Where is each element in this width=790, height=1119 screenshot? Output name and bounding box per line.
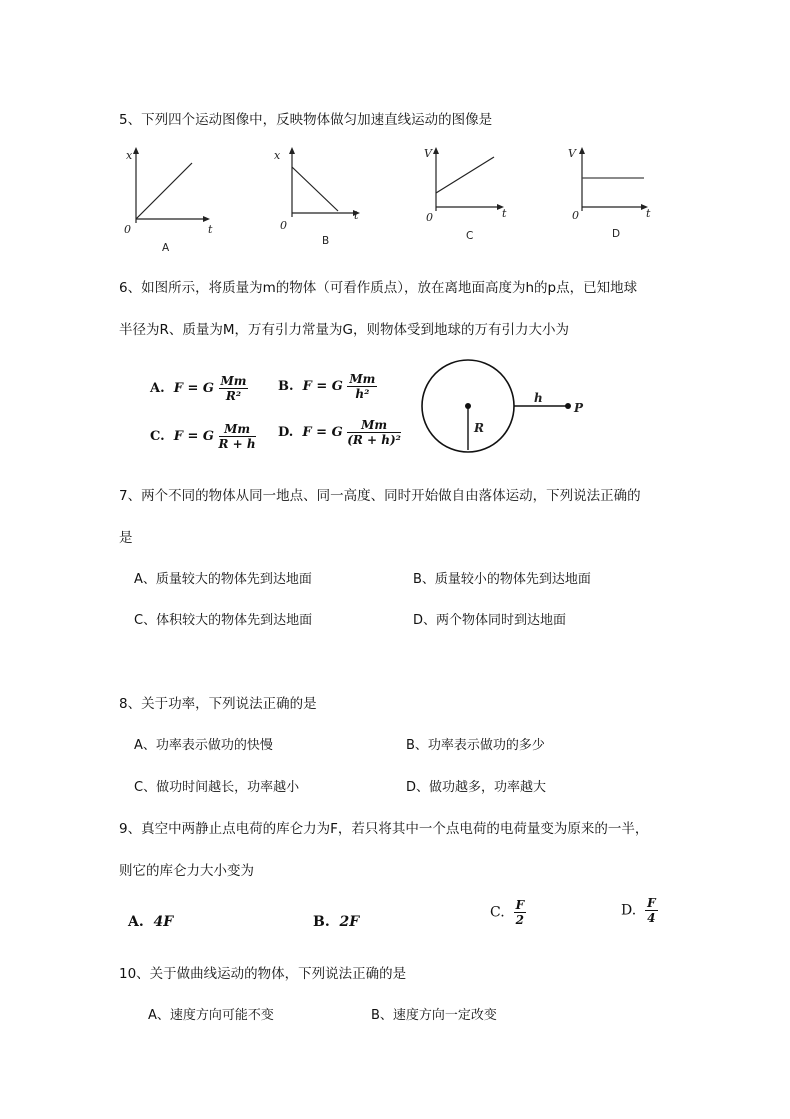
q9-option-c-letter: C. <box>490 904 505 921</box>
q6-option-c-num: Mm <box>219 422 256 437</box>
q7-line2: 是 <box>119 530 133 546</box>
point-p-label: P <box>574 401 584 415</box>
q6-option-d-den: (R + h)² <box>347 433 401 447</box>
q9-option-d <box>621 896 658 925</box>
q6-earth-diagram <box>420 356 590 460</box>
q8-option-d: D、做功越多，功率越大 <box>406 780 547 795</box>
q7-option-b: B、质量较小的物体先到达地面 <box>413 572 591 587</box>
q5-graph-d <box>568 145 668 259</box>
graph-c-plot-line <box>436 157 494 193</box>
graph-b-x-label: t <box>354 209 359 222</box>
q10-option-a: A、速度方向可能不变 <box>148 1008 274 1023</box>
graph-b-y-arrow <box>289 147 295 154</box>
radius-label: R <box>474 421 484 435</box>
q9-option-c <box>490 898 526 927</box>
q6-option-d-lhs: F = G <box>302 425 343 440</box>
graph-b-y-label: x <box>274 149 281 162</box>
q6-option-d-fraction <box>347 418 401 447</box>
q9-option-c-fraction <box>514 898 527 927</box>
graph-d-y-arrow <box>579 147 585 154</box>
q7-option-d: D、两个物体同时到达地面 <box>413 613 567 628</box>
q10-option-b: B、速度方向一定改变 <box>371 1008 497 1023</box>
q6-option-a <box>150 374 248 403</box>
q9-option-b <box>313 914 359 930</box>
height-label: h <box>534 391 543 405</box>
q5-text: 5、下列四个运动图像中，反映物体做匀加速直线运动的图像是 <box>119 112 493 128</box>
q9-option-d-letter: D. <box>621 902 637 919</box>
graph-d-origin: 0 <box>572 209 579 222</box>
graph-c-x-label: t <box>502 207 507 220</box>
graph-a-origin: 0 <box>124 223 131 236</box>
q6-option-a-num: Mm <box>220 374 247 388</box>
graph-c-origin: 0 <box>426 211 433 224</box>
q6-option-d <box>278 418 401 447</box>
q6-option-a-fraction <box>219 374 249 403</box>
graph-d-label: D <box>612 228 621 240</box>
q9-option-d-num: F <box>647 896 656 910</box>
q6-line2: 半径为R、质量为M，万有引力常量为G，则物体受到地球的万有引力大小为 <box>119 322 569 338</box>
q6-option-a-den: R² <box>225 389 242 403</box>
q10-text: 10、关于做曲线运动的物体，下列说法正确的是 <box>119 966 407 982</box>
graph-b-origin: 0 <box>280 219 287 232</box>
q6-option-b-letter: B. <box>278 379 294 394</box>
graph-a-plot-line <box>136 163 192 219</box>
q9-option-d-fraction <box>645 896 658 925</box>
graph-a-y-arrow <box>133 147 139 154</box>
graph-d-y-label: V <box>568 147 576 160</box>
q7-line1: 7、两个不同的物体从同一地点、同一高度、同时开始做自由落体运动，下列说法正确的 <box>119 488 641 504</box>
q6-option-c <box>150 422 256 451</box>
q9-option-a <box>128 914 173 930</box>
q9-option-c-den: 2 <box>515 913 525 927</box>
graph-c-label: C <box>466 230 474 242</box>
graph-a-x-label: t <box>208 223 213 236</box>
q5-graph-c <box>420 145 520 259</box>
q6-option-b-fraction <box>347 372 377 401</box>
q6-option-b-den: h² <box>355 387 370 401</box>
graph-d-x-label: t <box>646 207 651 220</box>
graph-a-x-arrow <box>203 216 210 222</box>
q9-line1: 9、真空中两静止点电荷的库仑力为F，若只将其中一个点电荷的电荷量变为原来的一半， <box>119 821 649 837</box>
graph-b-plot-line <box>292 167 338 211</box>
q8-text: 8、关于功率，下列说法正确的是 <box>119 696 317 712</box>
q9-option-a-value: 4F <box>153 914 174 930</box>
q6-option-c-den: R + h <box>218 437 256 451</box>
q6-option-a-letter: A. <box>150 381 165 396</box>
q6-option-c-letter: C. <box>150 429 165 444</box>
graph-c-y-arrow <box>433 147 439 154</box>
q8-option-c: C、做功时间越长，功率越小 <box>134 780 300 795</box>
q6-option-a-lhs: F = G <box>173 381 214 396</box>
q9-option-d-den: 4 <box>647 911 656 925</box>
q6-option-d-num: Mm <box>347 418 401 433</box>
q9-option-c-num: F <box>515 898 525 912</box>
q8-option-b: B、功率表示做功的多少 <box>406 738 545 753</box>
q5-graph-a <box>118 145 218 259</box>
graph-c-y-label: V <box>424 147 432 160</box>
graph-a-label: A <box>162 242 170 254</box>
q6-option-c-fraction <box>219 422 256 451</box>
q6-option-d-letter: D. <box>278 425 294 440</box>
point-p-dot <box>565 403 571 409</box>
q9-option-b-value: 2F <box>339 914 360 930</box>
q6-option-c-lhs: F = G <box>173 429 214 444</box>
q7-option-c: C、体积较大的物体先到达地面 <box>134 613 313 628</box>
q6-option-b <box>278 372 377 401</box>
q6-line1: 6、如图所示，将质量为m的物体（可看作质点），放在离地面高度为h的p点，已知地球 <box>119 280 638 296</box>
q9-option-b-letter: B. <box>313 914 330 930</box>
graph-a-y-label: x <box>126 149 133 162</box>
graph-b-label: B <box>322 235 330 247</box>
q9-line2: 则它的库仑力大小变为 <box>119 863 254 879</box>
q6-option-b-num: Mm <box>349 372 376 386</box>
q7-option-a: A、质量较大的物体先到达地面 <box>134 572 312 587</box>
q5-graph-b <box>274 145 378 259</box>
q8-option-a: A、功率表示做功的快慢 <box>134 738 273 753</box>
q9-option-a-letter: A. <box>128 914 144 930</box>
q6-option-b-lhs: F = G <box>302 379 343 394</box>
